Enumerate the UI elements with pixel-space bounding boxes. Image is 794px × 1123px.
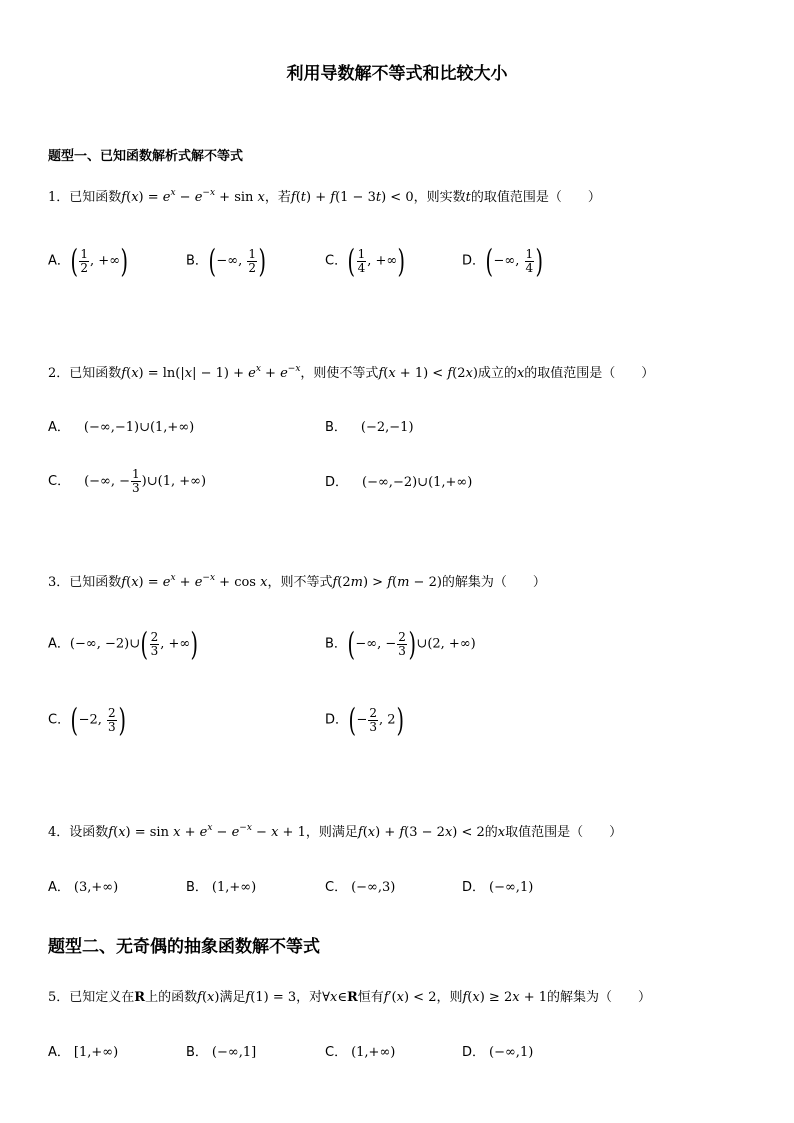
question-text: ，若: [264, 190, 291, 205]
option-label: B．: [325, 636, 347, 652]
question-text: 的解集为（ ）: [547, 990, 652, 1005]
section-heading-2: 题型二、无奇偶的抽象函数解不等式: [48, 937, 320, 957]
question-text: 恒有: [357, 990, 384, 1005]
option-1b[interactable]: B．(−∞, $\frac{1}{2}$ ): [186, 242, 267, 280]
question-text: 已知函数: [69, 366, 122, 381]
question-text: ，则满足: [305, 825, 358, 840]
option-1c[interactable]: C．( $\frac{1}{4}$ , +∞): [325, 242, 406, 280]
set-symbol: R: [134, 990, 146, 1005]
question-number: 1．: [48, 190, 70, 205]
question-text: 已知函数: [69, 190, 122, 205]
question-text: 设函数: [69, 825, 109, 840]
question-number: 4．: [48, 825, 70, 840]
question-text: 已知定义在: [69, 990, 135, 1005]
option-5d[interactable]: [462, 1043, 533, 1063]
variable: x: [516, 366, 525, 381]
option-text: (−∞,−1)∪(1,+∞): [83, 420, 195, 435]
formula: f: [121, 190, 127, 205]
question-text: ，对: [296, 990, 323, 1005]
option-3c[interactable]: C．(−2, $\frac{2}{3}$ ): [48, 701, 126, 739]
option-4a[interactable]: [48, 878, 118, 898]
option-5c[interactable]: [325, 1043, 395, 1063]
option-label: C．: [325, 253, 348, 269]
question-text: 上的函数: [145, 990, 198, 1005]
option-label: A．: [48, 253, 70, 269]
question-5: 5．已知定义在R上的函数f(x)满足f(1) = 3，对∀x∈R恒有f′(x) < 2，则f(x) ≥ 2x + 1的解集为（ ）: [48, 990, 652, 1005]
option-5a[interactable]: [48, 1043, 118, 1063]
option-2d[interactable]: [325, 473, 472, 493]
option-label: B．: [186, 1045, 208, 1060]
option-label: C．: [325, 880, 348, 895]
option-4c[interactable]: [325, 878, 395, 898]
option-label: D．: [462, 253, 486, 269]
option-text: (−∞,3): [351, 880, 396, 895]
option-label: C．: [48, 474, 71, 489]
question-text: 的取值范围是（ ）: [524, 366, 655, 381]
question-text: 的取值范围是（ ）: [470, 190, 601, 205]
option-1d[interactable]: D．(−∞, $\frac{1}{4}$ ): [462, 242, 544, 280]
question-4: 4．设函数$f(x) = \sin x + e^x - e^{-x} - x + 1$，则满足f(x) + f(3 − 2x) < 2的x取值范围是（ ）: [48, 823, 623, 840]
option-text: [1,+∞): [73, 1045, 119, 1060]
option-label: B．: [186, 880, 208, 895]
question-3: 3．已知函数$f(x) = e^x + e^{-x} + \cos x$，则不等式f(2m) > f(m − 2)的解集为（ ）: [48, 573, 546, 590]
option-2a[interactable]: [48, 418, 194, 438]
option-3d[interactable]: D．(− $\frac{2}{3}$ , 2): [325, 701, 404, 739]
question-text: 取值范围是（ ）: [505, 825, 623, 840]
option-label: C．: [325, 1045, 348, 1060]
option-label: A．: [48, 1045, 70, 1060]
question-text: 的: [484, 825, 498, 840]
option-4d[interactable]: [462, 878, 533, 898]
option-text: (−∞,1): [489, 1045, 534, 1060]
option-text: (−∞,−2)∪(1,+∞): [362, 475, 473, 490]
option-text: (1,+∞): [211, 880, 257, 895]
option-text: (−2,−1): [360, 420, 414, 435]
option-text: (−∞,1): [489, 880, 534, 895]
option-label: A．: [48, 636, 70, 652]
question-text: 已知函数: [69, 575, 122, 590]
question-text: 成立的: [477, 366, 517, 381]
option-label: A．: [48, 880, 70, 895]
option-2c[interactable]: C． (−∞, − $\frac{1}{3}$ )∪(1, +∞): [48, 467, 207, 495]
option-4b[interactable]: [186, 878, 256, 898]
option-label: B．: [186, 253, 208, 269]
option-3b[interactable]: B．(−∞, − $\frac{2}{3}$ )∪(2, +∞): [325, 625, 476, 663]
variable: t: [465, 190, 471, 205]
question-text: ，则不等式: [267, 575, 333, 590]
option-label: A．: [48, 420, 70, 435]
option-3a[interactable]: A．(−∞, −2)∪( $\frac{2}{3}$ , +∞): [48, 625, 199, 663]
question-text: ，则实数: [413, 190, 466, 205]
variable: x: [497, 825, 506, 840]
question-number: 5．: [48, 990, 70, 1005]
option-text: (−∞,1]: [211, 1045, 257, 1060]
question-text: ，则: [436, 990, 463, 1005]
question-number: 3．: [48, 575, 70, 590]
question-2: 2．已知函数$f(x) = \ln(|x| - 1) + e^x + e^{-x}$，则使不等式f(x + 1) < f(2x)成立的x的取值范围是（ ）: [48, 364, 655, 381]
option-label: C．: [48, 712, 71, 728]
question-text: ，则使不等式: [300, 366, 379, 381]
option-label: D．: [462, 880, 486, 895]
option-text: (1,+∞): [351, 1045, 396, 1060]
option-5b[interactable]: [186, 1043, 256, 1063]
page-title: 利用导数解不等式和比较大小: [286, 64, 508, 84]
option-label: B．: [325, 420, 347, 435]
question-text: 的解集为（ ）: [441, 575, 546, 590]
option-text: (3,+∞): [73, 880, 119, 895]
option-label: D．: [325, 712, 349, 728]
option-label: D．: [462, 1045, 486, 1060]
question-1: 1．已知函数$f(x) = e^x - e^{-x} + \sin x$，若f(t) + f(1 − 3t) < 0，则实数t的取值范围是（ ）: [48, 188, 601, 205]
option-2b[interactable]: [325, 418, 414, 438]
option-1a[interactable]: A．( $\frac{1}{2}$ , +∞): [48, 242, 129, 280]
option-label: D．: [325, 475, 349, 490]
section-heading-1: 题型一、已知函数解析式解不等式: [48, 149, 244, 164]
question-text: 满足: [219, 990, 246, 1005]
question-number: 2．: [48, 366, 70, 381]
